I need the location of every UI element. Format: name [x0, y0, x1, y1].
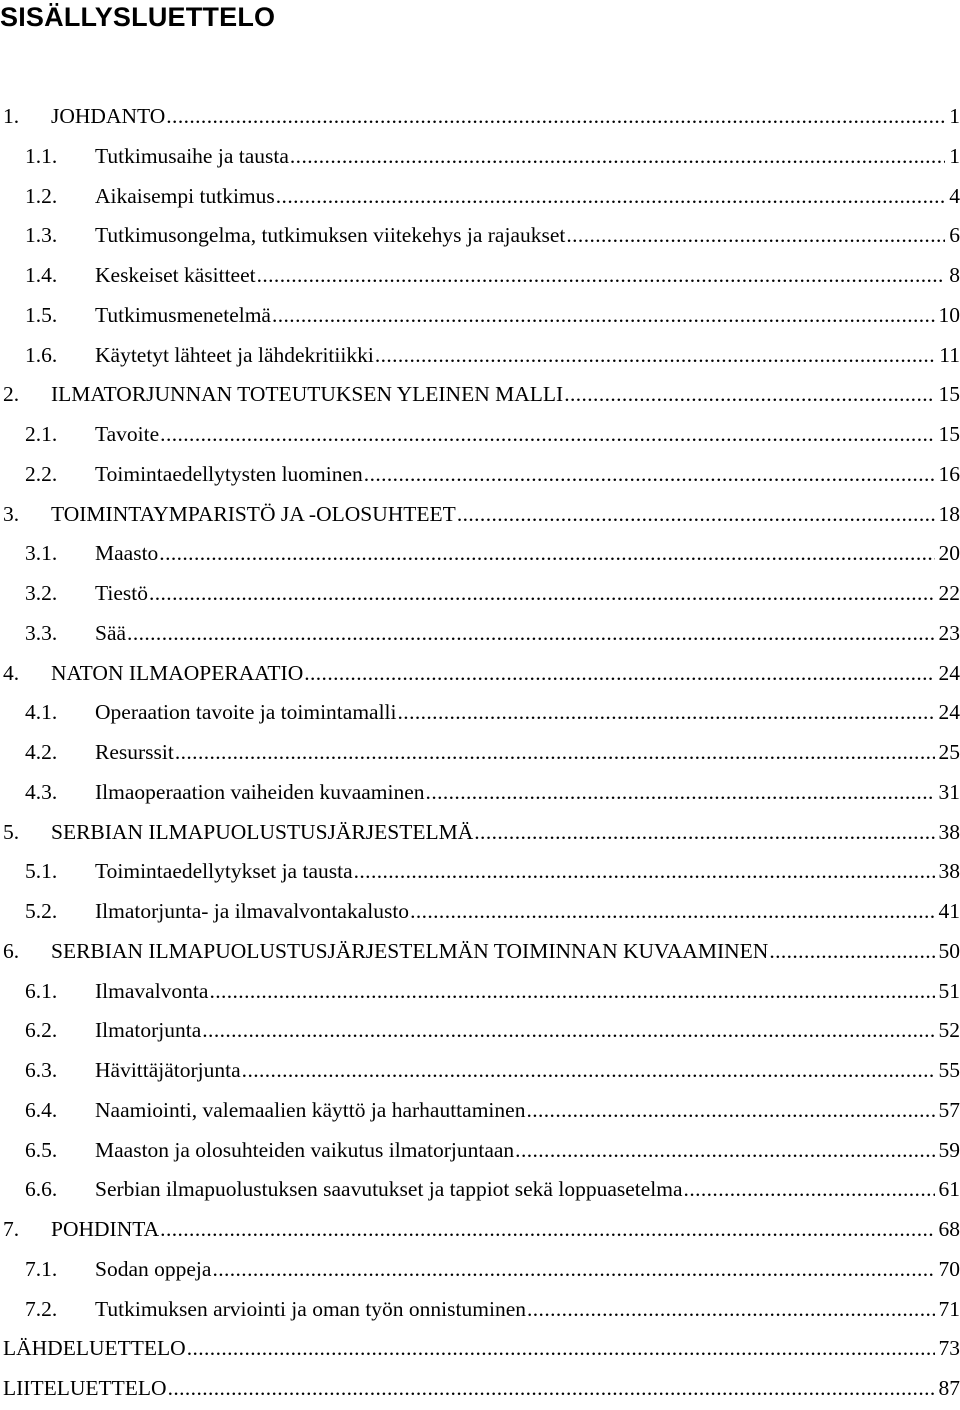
toc-entry-number: 5.1.	[25, 853, 57, 889]
toc-entry-number: 3.	[3, 496, 19, 532]
toc-entry-line	[51, 814, 960, 850]
toc-entry-number: 1.3.	[25, 217, 57, 253]
toc-entry-line	[51, 98, 960, 134]
toc-entry-label: Operaation tavoite ja toimintamalli	[95, 694, 398, 730]
toc-entry-line	[95, 853, 960, 889]
toc-entry[interactable]	[0, 376, 960, 416]
toc-entry-page: 25	[935, 734, 960, 770]
toc-entry-label: Tutkimusongelma, tutkimuksen viitekehys ja rajaukset	[95, 217, 566, 253]
toc-entry-page: 50	[935, 933, 960, 969]
dot-leader	[527, 1291, 935, 1327]
dot-leader	[209, 973, 934, 1009]
toc-entry-line	[95, 694, 960, 730]
toc-entry-label: TOIMINTAYMPARISTÖ JA -OLOSUHTEET	[51, 496, 457, 532]
toc-entry[interactable]	[0, 1291, 960, 1331]
dot-leader	[168, 1370, 935, 1406]
toc-entry-page: 4	[945, 178, 960, 214]
dot-leader	[684, 1171, 935, 1207]
toc-entry-page: 31	[935, 774, 960, 810]
toc-entry[interactable]	[0, 1171, 960, 1211]
toc-entry-page: 23	[935, 615, 960, 651]
toc-entry[interactable]	[0, 297, 960, 337]
toc-entry[interactable]	[0, 933, 960, 973]
toc-entry-number: 1.6.	[25, 337, 57, 373]
toc-entry-label: Aikaisempi tutkimus	[95, 178, 276, 214]
toc-entry-line	[95, 1092, 960, 1128]
toc-entry-label: Keskeiset käsitteet	[95, 257, 257, 293]
toc-entry-label: Serbian ilmapuolustuksen saavutukset ja tappiot sekä loppuasetelma	[95, 1171, 684, 1207]
dot-leader	[242, 1052, 935, 1088]
toc-entry-line	[95, 973, 960, 1009]
dot-leader	[474, 814, 934, 850]
toc-entry-number: 5.2.	[25, 893, 57, 929]
toc-entry-label: Naamiointi, valemaalien käyttö ja harhauttaminen	[95, 1092, 526, 1128]
dot-leader	[426, 774, 935, 810]
toc-entry-label: POHDINTA	[51, 1211, 160, 1247]
toc-entry-page: 73	[935, 1330, 960, 1366]
toc-entry-number: 3.3.	[25, 615, 57, 651]
toc-entry-label: Toimintaedellytykset ja tausta	[95, 853, 354, 889]
dot-leader	[354, 853, 935, 889]
dot-leader	[304, 655, 934, 691]
toc-entry[interactable]	[0, 98, 960, 138]
toc-entry[interactable]	[0, 138, 960, 178]
toc-entry-number: 2.2.	[25, 456, 57, 492]
toc-entry-number: 6.	[3, 933, 19, 969]
toc-entry[interactable]	[0, 774, 960, 814]
toc-entry-label: Toimintaedellytysten luominen	[95, 456, 364, 492]
toc-entry-page: 55	[935, 1052, 960, 1088]
toc-entry-number: 1.5.	[25, 297, 57, 333]
toc-entry-label: Tutkimuksen arviointi ja oman työn onnistuminen	[95, 1291, 527, 1327]
toc-entry-page: 15	[935, 416, 960, 452]
toc-entry-label: Tiestö	[95, 575, 149, 611]
toc-entry-line	[3, 1330, 960, 1366]
toc-entry-number: 1.2.	[25, 178, 57, 214]
toc-entry-page: 52	[935, 1012, 960, 1048]
toc-entry-number: 1.1.	[25, 138, 57, 174]
toc-entry-label: ILMATORJUNNAN TOTEUTUKSEN YLEINEN MALLI	[51, 376, 564, 412]
toc-entry-line	[95, 178, 960, 214]
toc-entry[interactable]	[0, 257, 960, 297]
toc-entry-line	[95, 734, 960, 770]
toc-entry-label: Ilmavalvonta	[95, 973, 209, 1009]
toc-entry-number: 1.	[3, 98, 19, 134]
toc-entry[interactable]	[0, 456, 960, 496]
toc-entry-number: 1.4.	[25, 257, 57, 293]
toc-entry-line	[3, 1370, 960, 1406]
toc-entry-page: 71	[935, 1291, 960, 1327]
toc-entry-number: 6.2.	[25, 1012, 57, 1048]
dot-leader	[290, 138, 945, 174]
dot-leader	[276, 178, 945, 214]
toc-entry-label: Käytetyt lähteet ja lähdekritiikki	[95, 337, 375, 373]
toc-entry-label: Ilmatorjunta- ja ilmavalvontakalusto	[95, 893, 410, 929]
toc-entry-page: 51	[935, 973, 960, 1009]
toc-entry-line	[95, 297, 960, 333]
dot-leader	[202, 1012, 934, 1048]
toc-entry-label: Ilmatorjunta	[95, 1012, 202, 1048]
toc-entry-line	[95, 416, 960, 452]
toc-entry-line	[95, 217, 960, 253]
dot-leader	[457, 496, 935, 532]
toc-entry-number: 6.5.	[25, 1132, 57, 1168]
toc-entry-label: Maaston ja olosuhteiden vaikutus ilmatorjuntaan	[95, 1132, 515, 1168]
toc-entry-label: LIITELUETTELO	[3, 1370, 168, 1406]
toc-entry[interactable]	[0, 1211, 960, 1251]
toc-entry-label: Hävittäjätorjunta	[95, 1052, 242, 1088]
toc-entry-number: 2.	[3, 376, 19, 412]
toc-entry[interactable]	[0, 1370, 960, 1410]
dot-leader	[159, 535, 934, 571]
toc-entry-line	[95, 138, 960, 174]
toc-entry-page: 6	[945, 217, 960, 253]
dot-leader	[375, 337, 935, 373]
toc-entry[interactable]	[0, 496, 960, 536]
dot-leader	[160, 416, 934, 452]
toc-entry-line	[95, 257, 960, 293]
toc-entry-page: 16	[935, 456, 960, 492]
dot-leader	[526, 1092, 934, 1128]
toc-entry[interactable]	[0, 1012, 960, 1052]
toc-entry[interactable]	[0, 1052, 960, 1092]
dot-leader	[364, 456, 935, 492]
toc-entry-page: 11	[935, 337, 960, 373]
toc-entry-label: Tutkimusmenetelmä	[95, 297, 272, 333]
toc-entry[interactable]	[0, 694, 960, 734]
toc-entry-page: 10	[935, 297, 960, 333]
toc-entry-page: 1	[945, 98, 960, 134]
dot-leader	[272, 297, 935, 333]
dot-leader	[160, 1211, 934, 1247]
toc-entry-number: 3.2.	[25, 575, 57, 611]
toc-entry-label: SERBIAN ILMAPUOLUSTUSJÄRJESTELMÄN TOIMINNAN KUVAAMINEN	[51, 933, 769, 969]
toc-entry-page: 87	[935, 1370, 960, 1406]
toc-entry[interactable]	[0, 655, 960, 695]
toc-entry[interactable]	[0, 535, 960, 575]
toc-entry-line	[95, 1291, 960, 1327]
toc-entry-line	[95, 1132, 960, 1168]
toc-entry[interactable]	[0, 1251, 960, 1291]
dot-leader	[257, 257, 946, 293]
dot-leader	[566, 217, 945, 253]
toc-entry-page: 24	[935, 694, 960, 730]
toc-entry-line	[95, 1052, 960, 1088]
toc-entry-number: 6.3.	[25, 1052, 57, 1088]
dot-leader	[175, 734, 935, 770]
toc-entry[interactable]	[0, 575, 960, 615]
toc-entry-line	[95, 575, 960, 611]
toc-entry-page: 22	[935, 575, 960, 611]
toc-entry-label: NATON ILMAOPERAATIO	[51, 655, 304, 691]
toc-entry-page: 1	[945, 138, 960, 174]
toc-entry[interactable]	[0, 615, 960, 655]
toc-entry-page: 59	[935, 1132, 960, 1168]
toc-entry-number: 6.6.	[25, 1171, 57, 1207]
toc-entry-label: Tutkimusaihe ja tausta	[95, 138, 290, 174]
toc-entry-line	[51, 496, 960, 532]
toc-entry-number: 4.1.	[25, 694, 57, 730]
toc-entry-label: Maasto	[95, 535, 159, 571]
dot-leader	[515, 1132, 934, 1168]
toc-entry-number: 5.	[3, 814, 19, 850]
toc-entry[interactable]	[0, 416, 960, 456]
toc-entry-line	[95, 615, 960, 651]
toc-entry-number: 3.1.	[25, 535, 57, 571]
toc-entry[interactable]	[0, 893, 960, 933]
dot-leader	[149, 575, 935, 611]
toc-entry[interactable]	[0, 1092, 960, 1132]
toc-entry-page: 18	[935, 496, 960, 532]
dot-leader	[187, 1330, 935, 1366]
toc-entry-line	[51, 933, 960, 969]
dot-leader	[398, 694, 935, 730]
toc-entry-line	[51, 1211, 960, 1247]
dot-leader	[564, 376, 934, 412]
toc-entry-label: Tavoite	[95, 416, 160, 452]
toc-entry-number: 6.1.	[25, 973, 57, 1009]
toc-entry-page: 70	[935, 1251, 960, 1287]
toc-entry-page: 38	[935, 853, 960, 889]
toc-entry-number: 7.	[3, 1211, 19, 1247]
toc-entry-line	[51, 376, 960, 412]
toc-entry[interactable]	[0, 814, 960, 854]
toc-entry-label: SERBIAN ILMAPUOLUSTUSJÄRJESTELMÄ	[51, 814, 474, 850]
toc-entry-page: 68	[935, 1211, 960, 1247]
toc-entry-page: 15	[935, 376, 960, 412]
toc-entry-number: 7.2.	[25, 1291, 57, 1327]
dot-leader	[166, 98, 945, 134]
toc-entry-line	[95, 1012, 960, 1048]
toc-entry-page: 41	[935, 893, 960, 929]
toc-entry[interactable]	[0, 1330, 960, 1370]
toc-entry-number: 2.1.	[25, 416, 57, 452]
toc-entry[interactable]	[0, 853, 960, 893]
toc-entry-line	[51, 655, 960, 691]
toc-entry-line	[95, 1251, 960, 1287]
table-of-contents	[0, 98, 960, 1410]
toc-entry-label: JOHDANTO	[51, 98, 166, 134]
toc-entry-page: 20	[935, 535, 960, 571]
toc-entry[interactable]	[0, 973, 960, 1013]
dot-leader	[127, 615, 934, 651]
toc-entry-line	[95, 774, 960, 810]
toc-entry-label: Sodan oppeja	[95, 1251, 212, 1287]
toc-entry-number: 4.	[3, 655, 19, 691]
toc-entry-page: 61	[935, 1171, 960, 1207]
toc-entry[interactable]	[0, 1132, 960, 1172]
dot-leader	[769, 933, 934, 969]
toc-entry-line	[95, 337, 960, 373]
dot-leader	[212, 1251, 934, 1287]
toc-entry-number: 4.3.	[25, 774, 57, 810]
toc-entry-page: 8	[945, 257, 960, 293]
toc-entry-page: 38	[935, 814, 960, 850]
toc-entry-number: 7.1.	[25, 1251, 57, 1287]
toc-entry-page: 24	[935, 655, 960, 691]
toc-entry-label: LÄHDELUETTELO	[3, 1330, 187, 1366]
toc-entry-line	[95, 1171, 960, 1207]
toc-entry-line	[95, 456, 960, 492]
toc-entry[interactable]	[0, 178, 960, 218]
toc-entry-line	[95, 535, 960, 571]
toc-entry-line	[95, 893, 960, 929]
toc-entry[interactable]	[0, 337, 960, 377]
dot-leader	[410, 893, 934, 929]
toc-entry-label: Resurssit	[95, 734, 175, 770]
toc-entry[interactable]	[0, 217, 960, 257]
toc-entry-page: 57	[935, 1092, 960, 1128]
toc-entry-label: Sää	[95, 615, 127, 651]
toc-entry-number: 4.2.	[25, 734, 57, 770]
toc-entry-label: Ilmaoperaation vaiheiden kuvaaminen	[95, 774, 426, 810]
toc-entry-number: 6.4.	[25, 1092, 57, 1128]
toc-entry[interactable]	[0, 734, 960, 774]
page-title: SISÄLLYSLUETTELO	[0, 0, 275, 34]
